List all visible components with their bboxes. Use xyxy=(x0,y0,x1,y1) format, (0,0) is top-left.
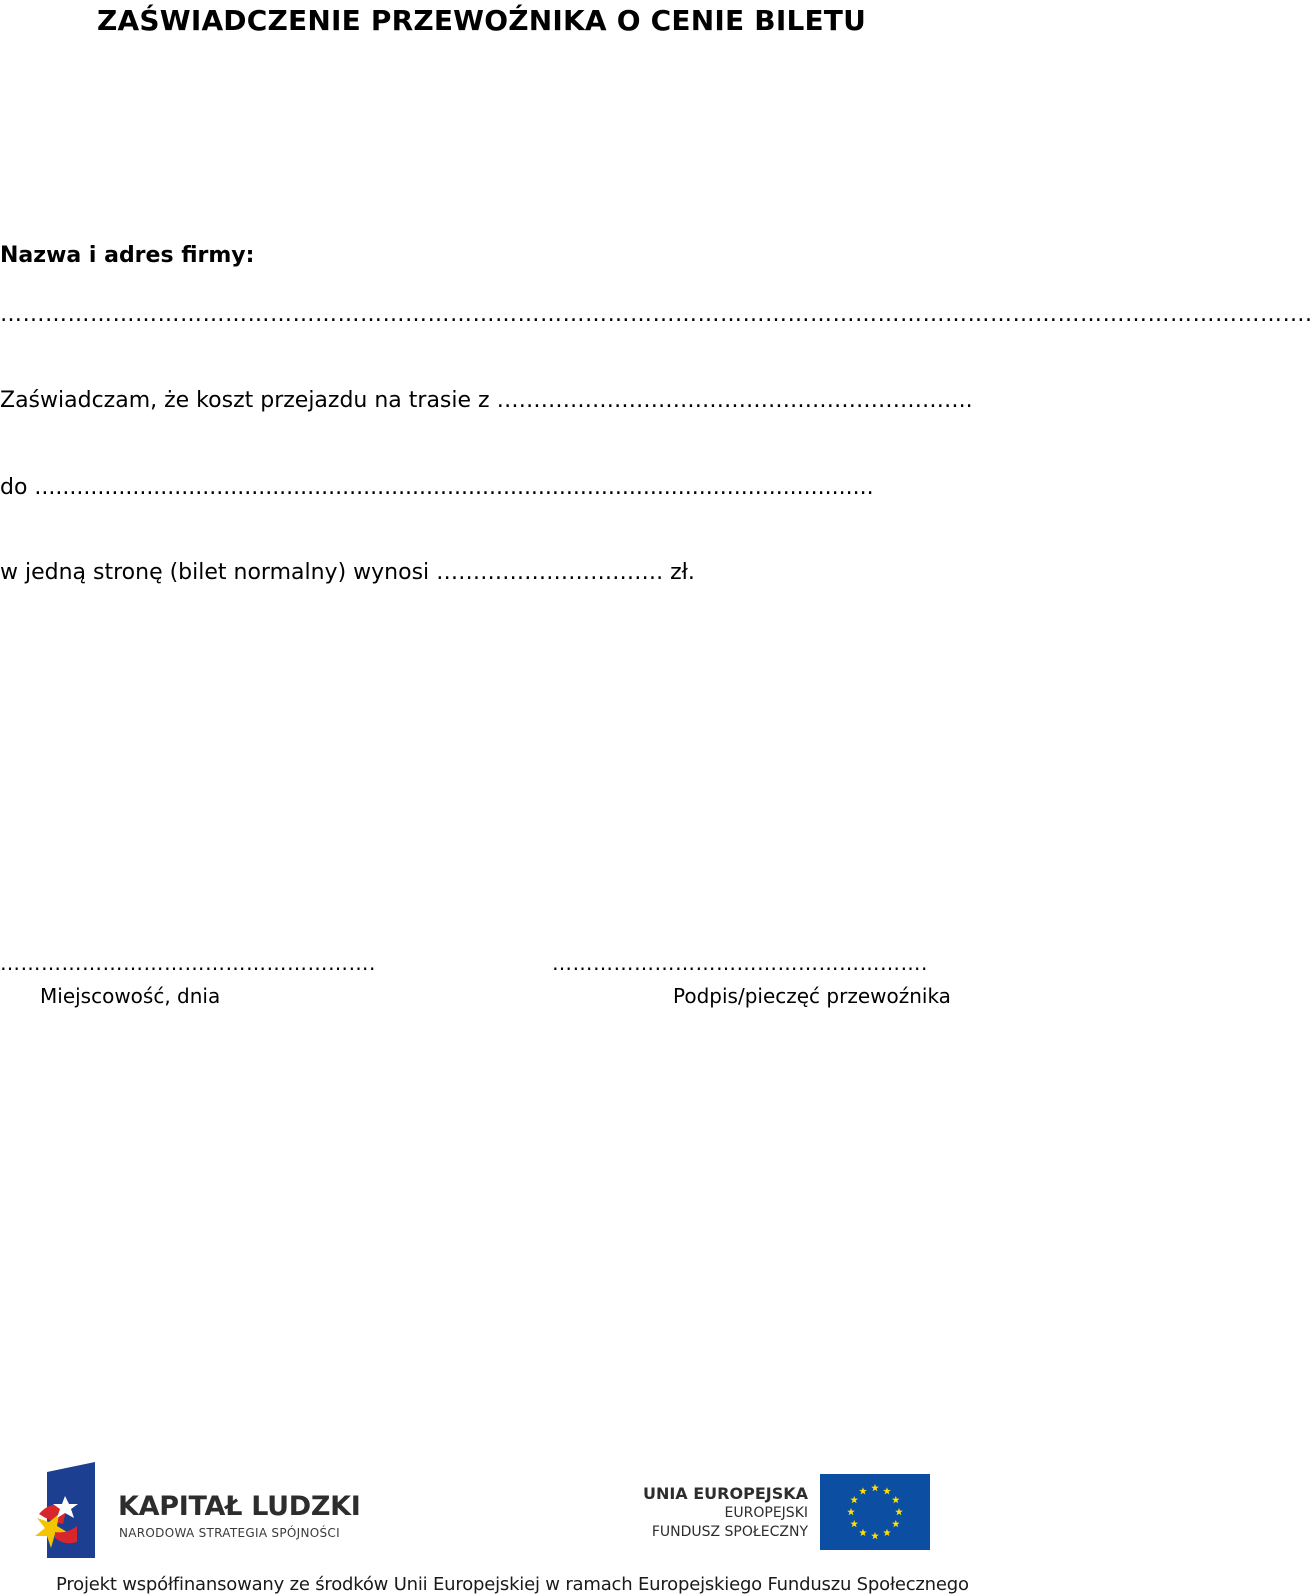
eu-flag-icon xyxy=(820,1474,930,1550)
ue-fund-line1: EUROPEJSKI xyxy=(724,1505,808,1521)
kapital-ludzki-subtitle: NARODOWA STRATEGIA SPÓJNOŚCI xyxy=(119,1526,340,1540)
footer-caption: Projekt współfinansowany ze środków Unii Europejskiej w ramach Europejskiego Funduszu Społecznego xyxy=(56,1574,969,1595)
route-from-field[interactable]: ……………………………………………………….. xyxy=(496,388,973,413)
route-to-field[interactable]: ........................................................................................................................ xyxy=(34,475,874,500)
price-text: w jedną stronę (bilet normalny) wynosi xyxy=(0,560,437,585)
route-from-line xyxy=(0,388,973,413)
signature-field[interactable]: ………………………………………………. xyxy=(552,951,928,975)
price-field[interactable]: …………………………. xyxy=(436,560,664,585)
document-title: ZAŚWIADCZENIE PRZEWOŹNIKA O CENIE BILETU xyxy=(97,4,867,37)
route-from-text: Zaświadczam, że koszt przejazdu na trasie z xyxy=(0,388,497,413)
place-date-field[interactable]: ………………………………………………. xyxy=(0,951,376,975)
route-to-text: do xyxy=(0,475,35,500)
company-field[interactable]: …………………………………………………………………………………………………………………………………………………………. xyxy=(0,302,1313,327)
kapital-ludzki-title: KAPITAŁ LUDZKI xyxy=(118,1491,361,1522)
currency-unit: zł. xyxy=(663,560,695,585)
signature-label: Podpis/pieczęć przewoźnika xyxy=(673,984,951,1008)
ue-title: UNIA EUROPEJSKA xyxy=(642,1484,808,1503)
price-line xyxy=(0,560,695,585)
ue-fund-line2: FUNDUSZ SPOŁECZNY xyxy=(651,1524,808,1540)
place-date-label: Miejscowość, dnia xyxy=(40,984,221,1008)
kapital-ludzki-logo-icon xyxy=(33,1462,95,1558)
company-label: Nazwa i adres firmy: xyxy=(0,243,255,268)
route-to-line xyxy=(0,475,960,500)
